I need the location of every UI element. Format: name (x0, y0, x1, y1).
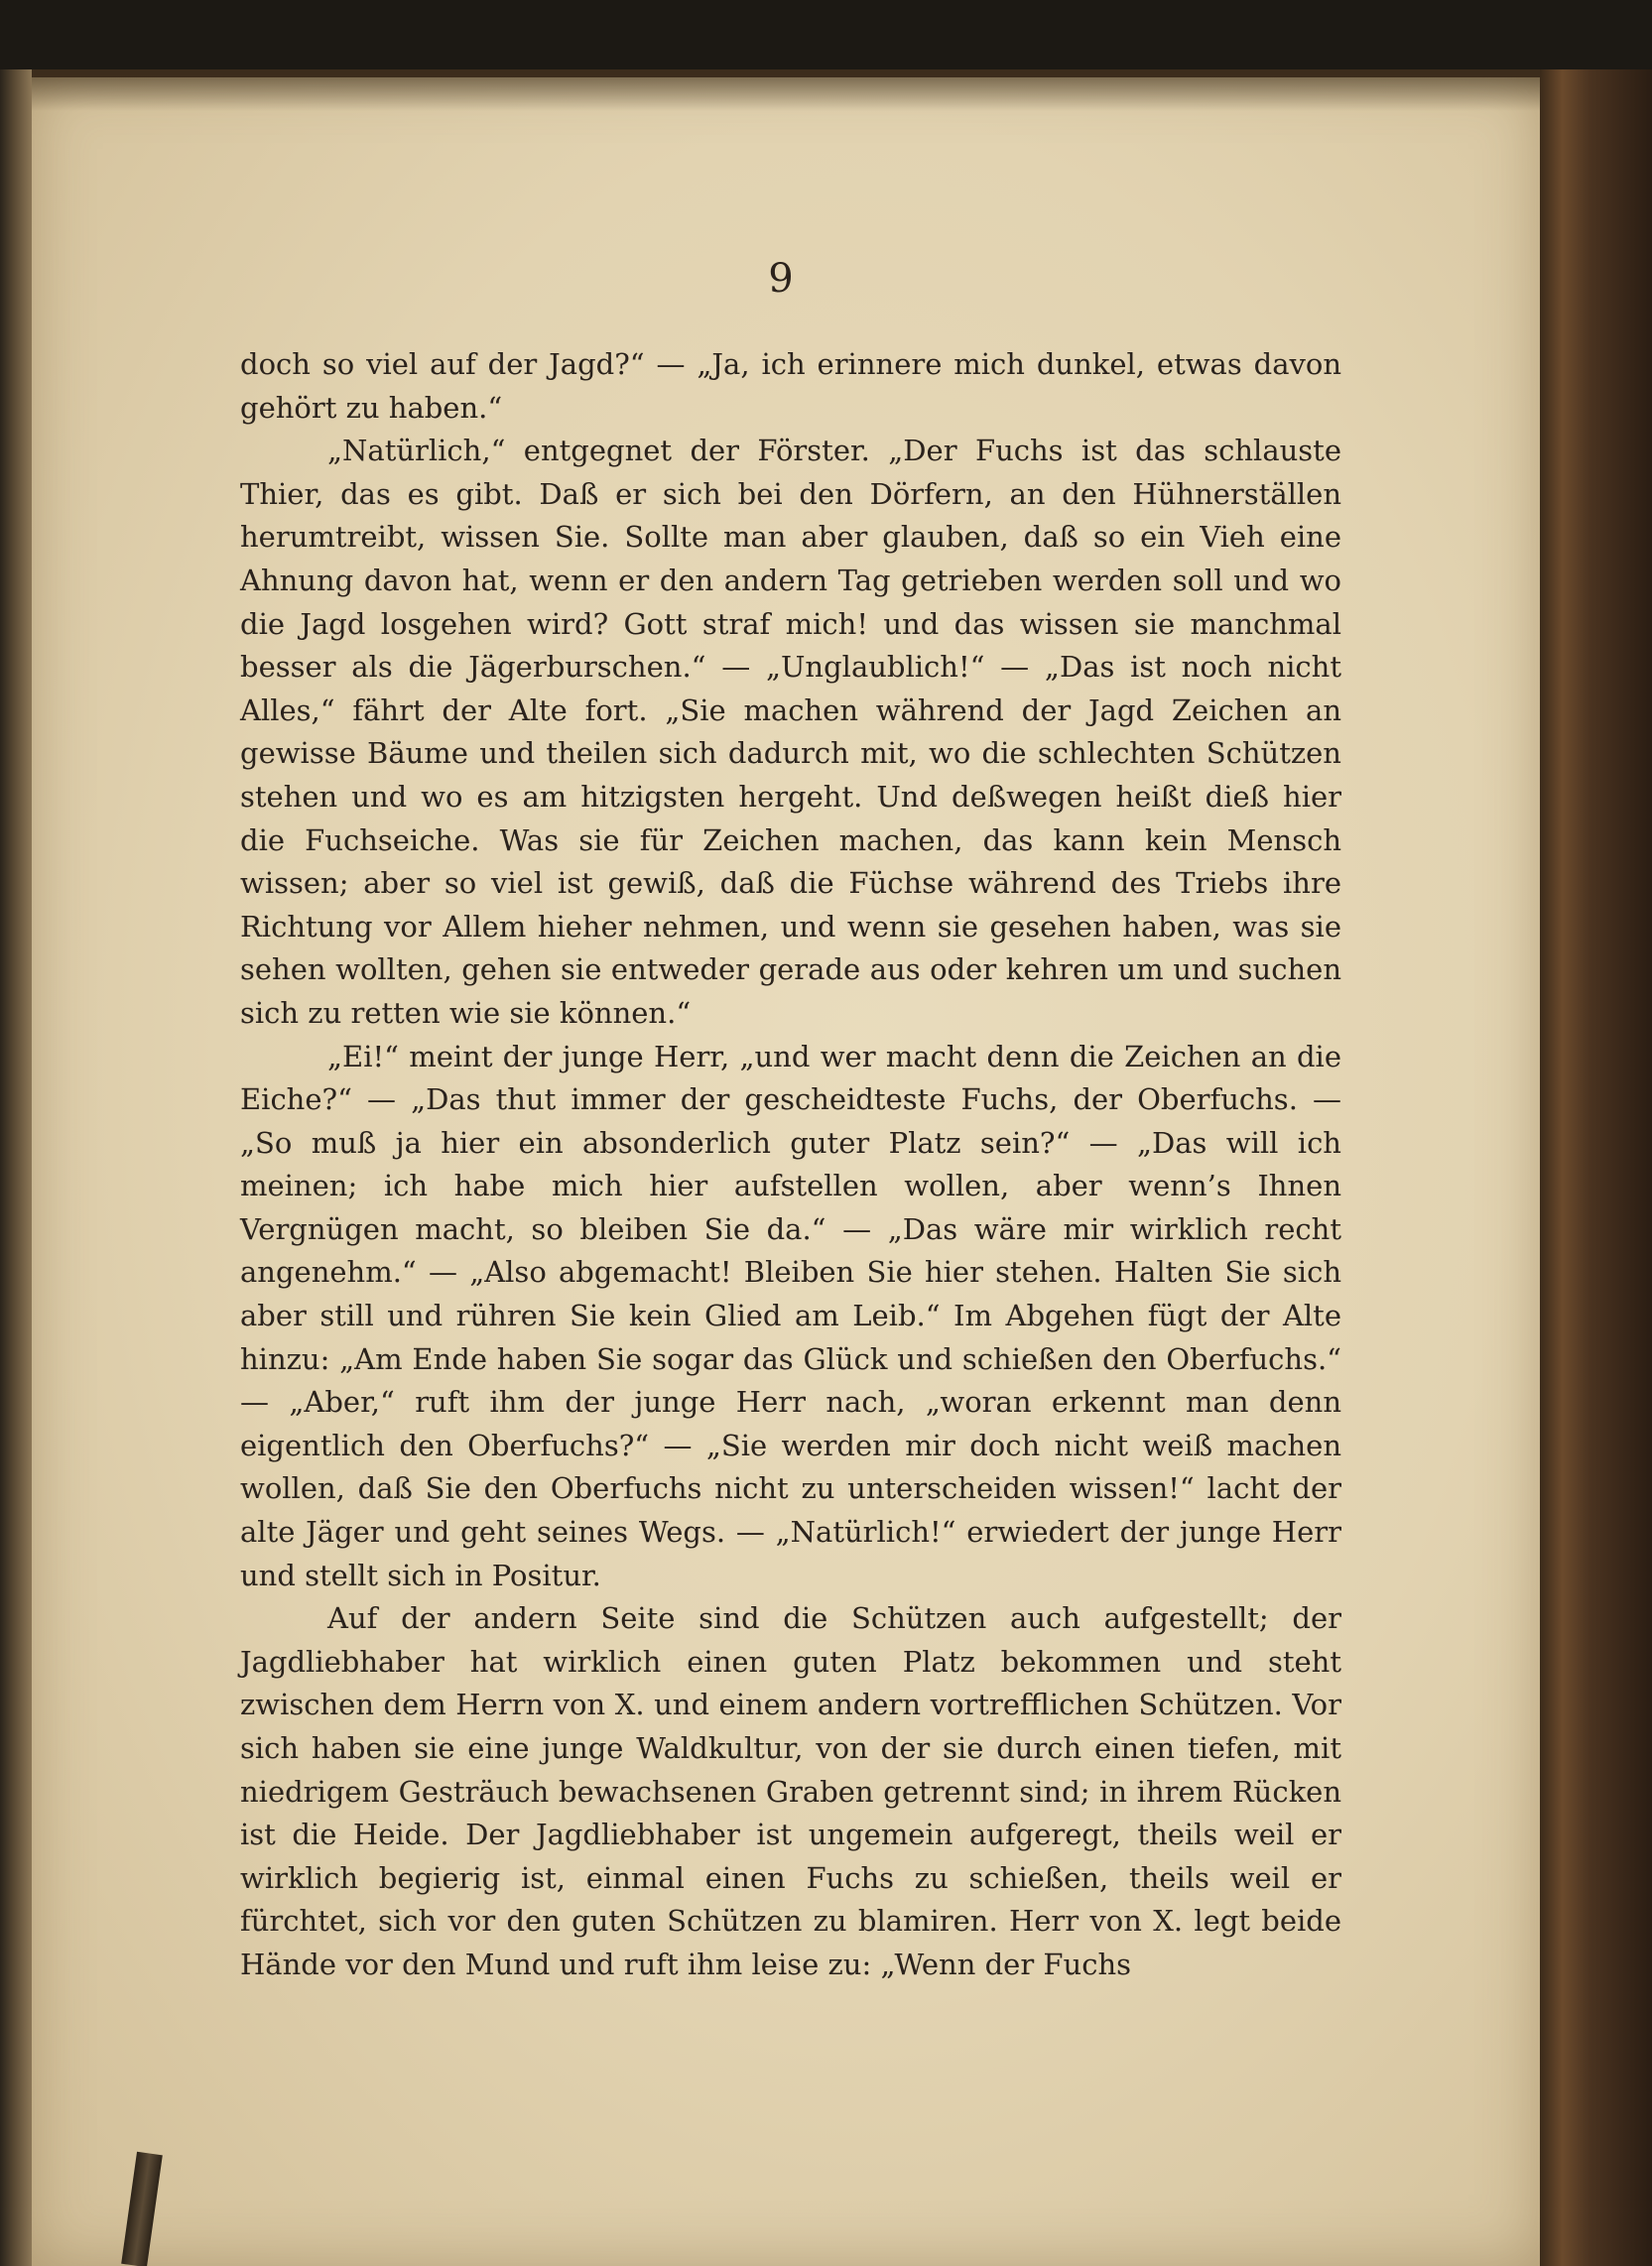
page-number: 9 (768, 256, 794, 302)
book-cover-edge (1540, 69, 1652, 2266)
paragraph: „Natürlich,“ entgegnet der Förster. „Der Fuchs ist das schlauste Thier, das es gibt. Daß er sich bei den Dörfern, an den Hühnerställen herumtreibt, wissen Sie. Sollte man aber glauben, daß so ein Vieh eine Ahnung davon hat, wenn er den andern Tag getrieben werden soll und wo die Jagd losgehen wird? Gott straf mich! und das wissen sie manchmal besser als die Jägerburschen.“ — „Unglaublich!“ — „Das ist noch nicht Alles,“ fährt der Alte fort. „Sie machen während der Jagd Zeichen an gewisse Bäume und theilen sich dadurch mit, wo die schlechten Schützen stehen und wo es am hitzigsten hergeht. Und deßwegen heißt dieß hier die Fuchseiche. Was sie für Zeichen machen, das kann kein Mensch wissen; aber so viel ist gewiß, daß die Füchse während des Triebs ihre Richtung vor Allem hieher nehmen, und wenn sie gesehen haben, was sie sehen wollten, gehen sie entweder gerade aus oder kehren um und suchen sich zu retten wie sie können.“ (240, 434, 1341, 1030)
page-shadow (32, 77, 1540, 111)
paragraph: „Ei!“ meint der junge Herr, „und wer macht denn die Zeichen an die Eiche?“ — „Das thut immer der gescheidteste Fuchs, der Oberfuchs. — „So muß ja hier ein absonderlich guter Platz sein?“ — „Das will ich meinen; ich habe mich hier aufstellen wollen, aber wenn’s Ihnen Vergnügen macht, so bleiben Sie da.“ — „Das wäre mir wirklich recht angenehm.“ — „Also abgemacht! Bleiben Sie hier stehen. Halten Sie sich aber still und rühren Sie kein Glied am Leib.“ Im Abgehen fügt der Alte hinzu: „Am Ende haben Sie sogar das Glück und schießen den Oberfuchs.“ — „Aber,“ ruft ihm der junge Herr nach, „woran erkennt man denn eigentlich den Oberfuchs?“ — „Sie werden mir doch nicht weiß machen wollen, daß Sie den Oberfuchs nicht zu unterscheiden wissen!“ lacht der alte Jäger und geht seines Wegs. — „Natürlich!“ erwiedert der junge Herr und stellt sich in Positur. (240, 1039, 1341, 1592)
paragraph: doch so viel auf der Jagd?“ — „Ja, ich erinnere mich dunkel, etwas davon gehört zu haben.“ (240, 347, 1341, 425)
left-page-edge (0, 69, 32, 2266)
book-page (32, 77, 1540, 2266)
body-text (240, 343, 1341, 1987)
paragraph: Auf der andern Seite sind die Schützen auch aufgestellt; der Jagdliebhaber hat wirklich einen guten Platz bekommen und steht zwischen dem Herrn von X. und einem andern vortrefflichen Schützen. Vor sich haben sie eine junge Waldkultur, von der sie durch einen tiefen, mit niedrigem Gesträuch bewachsenen Graben getrennt sind; in ihrem Rücken ist die Heide. Der Jagdliebhaber ist ungemein aufgeregt, theils weil er wirklich begierig ist, einmal einen Fuchs zu schießen, theils weil er fürchtet, sich vor den guten Schützen zu blamiren. Herr von X. legt beide Hände vor den Mund und ruft ihm leise zu: „Wenn der Fuchs (240, 1601, 1341, 1981)
